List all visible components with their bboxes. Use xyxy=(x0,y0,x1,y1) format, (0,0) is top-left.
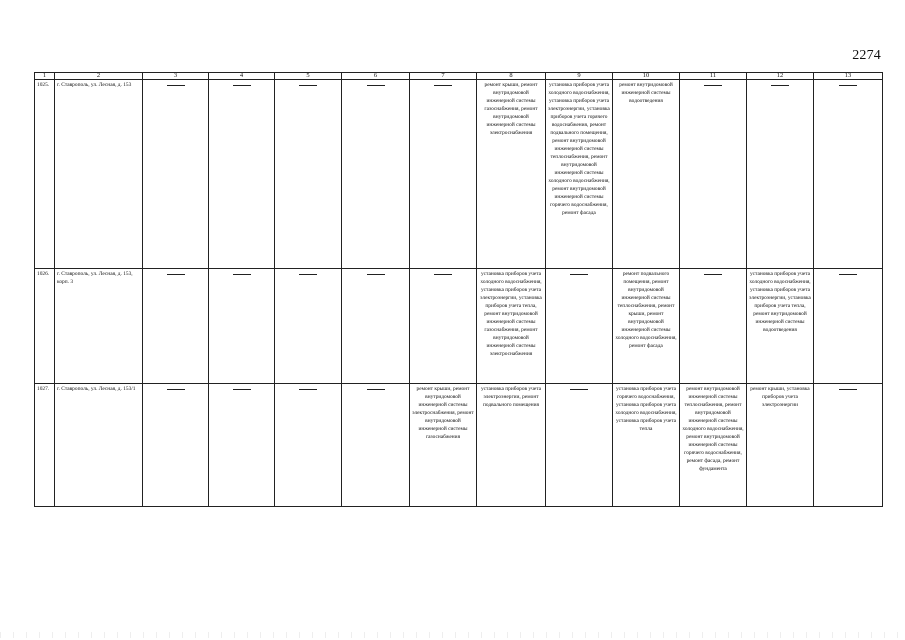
page-number: 2274 xyxy=(852,48,881,63)
column-header: 4 xyxy=(209,73,275,80)
empty-cell xyxy=(209,384,275,507)
dash-mark xyxy=(233,389,251,390)
works-cell: установка приборов учета горячего водоснабжения, установка приборов учета холодного водоснабжения, установка приборов учета тепла xyxy=(613,384,680,507)
scan-artifact xyxy=(0,632,905,638)
dash-mark xyxy=(839,85,857,86)
column-header: 2 xyxy=(55,73,143,80)
works-cell: ремонт крыши, ремонт внутридомовой инженерной системы газоснабжения, ремонт внутридомовой инженерной системы электроснабжения xyxy=(477,80,546,269)
works-cell: установка приборов учета холодного водоснабжения, установка приборов учета электроэнергии, установка приборов учета тепла, ремонт внутридомовой инженерной системы водоотведения xyxy=(747,269,814,384)
works-cell: ремонт внутридомовой инженерной системы теплоснабжения, ремонт внутридомовой инженерной системы холодного водоснабжения, ремонт внутридомовой инженерной системы горячего водоснабжения, ремонт фасада, ремонт фундамента xyxy=(680,384,747,507)
repair-schedule-table xyxy=(34,72,883,507)
empty-cell xyxy=(410,80,477,269)
works-cell: ремонт крыши, установка приборов учета электроэнергии xyxy=(747,384,814,507)
dash-mark xyxy=(167,389,185,390)
dash-mark xyxy=(704,274,722,275)
address-cell: г. Ставрополь, ул. Лесная, д. 153 xyxy=(55,80,143,269)
row-number: 1026. xyxy=(35,269,55,384)
column-header: 7 xyxy=(410,73,477,80)
works-cell: ремонт крыши, ремонт внутридомовой инженерной системы электроснабжения, ремонт внутридомовой инженерной системы газоснабжения xyxy=(410,384,477,507)
dash-mark xyxy=(233,85,251,86)
row-number: 1027. xyxy=(35,384,55,507)
address-cell: г. Ставрополь, ул. Лесная, д. 153, корп. 3 xyxy=(55,269,143,384)
empty-cell xyxy=(275,80,342,269)
works-cell: ремонт внутридомовой инженерной системы водоотведения xyxy=(613,80,680,269)
table-row xyxy=(35,80,883,269)
empty-cell xyxy=(275,384,342,507)
address-cell: г. Ставрополь, ул. Лесная, д. 153/1 xyxy=(55,384,143,507)
empty-cell xyxy=(680,80,747,269)
empty-cell xyxy=(342,80,410,269)
empty-cell xyxy=(209,80,275,269)
column-header: 8 xyxy=(477,73,546,80)
column-number-row xyxy=(35,73,883,80)
empty-cell xyxy=(814,269,883,384)
dash-mark xyxy=(771,85,789,86)
dash-mark xyxy=(299,85,317,86)
empty-cell xyxy=(342,384,410,507)
column-header: 1 xyxy=(35,73,55,80)
works-cell: ремонт подвального помещения, ремонт внутридомовой инженерной системы теплоснабжения, ремонт крыши, ремонт внутридомовой инженерной системы холодного водоснабжения, ремонт фасада xyxy=(613,269,680,384)
empty-cell xyxy=(814,384,883,507)
dash-mark xyxy=(704,85,722,86)
row-number: 1025. xyxy=(35,80,55,269)
column-header: 13 xyxy=(814,73,883,80)
works-cell: установка приборов учета холодного водоснабжения, установка приборов учета электроэнергии, установка приборов учета горячего водоснабжения, ремонт подвального помещения, ремонт внутридомовой инженерной системы теплоснабжения, ремонт внутридомовой инженерной системы холодного водоснабжения, ремонт внутридомовой инженерной системы горячего водоснабжения, ремонт фасада xyxy=(546,80,613,269)
empty-cell xyxy=(546,384,613,507)
dash-mark xyxy=(233,274,251,275)
dash-mark xyxy=(367,389,385,390)
dash-mark xyxy=(367,85,385,86)
dash-mark xyxy=(167,85,185,86)
dash-mark xyxy=(570,389,588,390)
empty-cell xyxy=(275,269,342,384)
table-row xyxy=(35,269,883,384)
empty-cell xyxy=(209,269,275,384)
dash-mark xyxy=(299,274,317,275)
column-header: 11 xyxy=(680,73,747,80)
dash-mark xyxy=(167,274,185,275)
empty-cell xyxy=(814,80,883,269)
empty-cell xyxy=(342,269,410,384)
dash-mark xyxy=(839,389,857,390)
column-header: 3 xyxy=(143,73,209,80)
empty-cell xyxy=(143,269,209,384)
column-header: 12 xyxy=(747,73,814,80)
empty-cell xyxy=(143,384,209,507)
dash-mark xyxy=(434,274,452,275)
dash-mark xyxy=(570,274,588,275)
column-header: 5 xyxy=(275,73,342,80)
table-row xyxy=(35,384,883,507)
dash-mark xyxy=(299,389,317,390)
empty-cell xyxy=(680,269,747,384)
dash-mark xyxy=(839,274,857,275)
column-header: 10 xyxy=(613,73,680,80)
column-header: 9 xyxy=(546,73,613,80)
empty-cell xyxy=(747,80,814,269)
works-cell: установка приборов учета электроэнергии, ремонт подвального помещения xyxy=(477,384,546,507)
empty-cell xyxy=(410,269,477,384)
empty-cell xyxy=(546,269,613,384)
column-header: 6 xyxy=(342,73,410,80)
works-cell: установка приборов учета холодного водоснабжения, установка приборов учета электроэнергии, установка приборов учета тепла, ремонт внутридомовой инженерной системы газоснабжения, ремонт внутридомовой инженерной системы электроснабжения xyxy=(477,269,546,384)
dash-mark xyxy=(367,274,385,275)
dash-mark xyxy=(434,85,452,86)
empty-cell xyxy=(143,80,209,269)
